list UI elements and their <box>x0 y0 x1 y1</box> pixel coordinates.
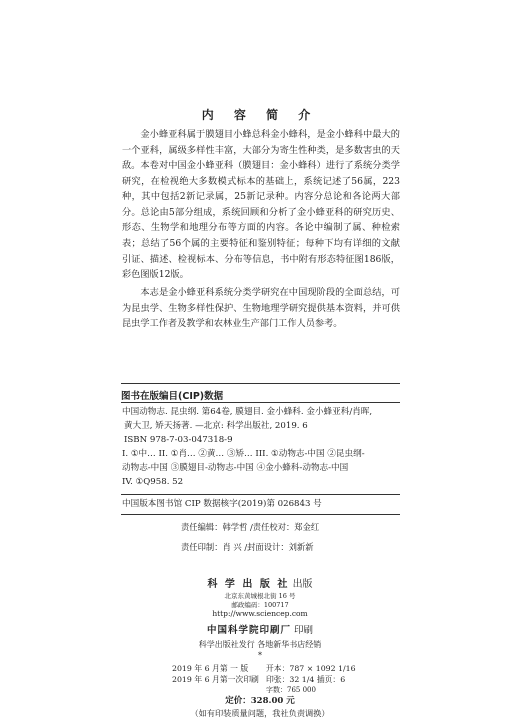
publisher-address: 北京东黄城根北街 16 号 <box>224 592 296 600</box>
publisher-calligraphy: 科 学 出 版 社 <box>207 579 290 590</box>
cip-heading: 图书在版编目(CIP)数据 <box>121 391 224 402</box>
quality-notice: （如有印装质量问题，我社负责调换） <box>190 708 330 718</box>
publisher-suffix: 出版 <box>292 579 313 590</box>
words-spec: 字数：765 000 <box>266 686 316 694</box>
cip-line: 中国动物志. 昆虫纲. 第64卷, 膜翅目. 金小蜂科. 金小蜂亚科/肖晖, <box>122 407 373 417</box>
cip-line: IV. ①Q958. 52 <box>122 477 184 487</box>
print-credits: 责任印制：肖 兴 /封面设计：刘新新 <box>181 542 314 552</box>
cip-bottom-rule <box>121 494 400 495</box>
cip-approval <box>122 497 400 511</box>
printing-spec: 2019 年 6 月第一次印刷 <box>172 675 259 684</box>
summary-title: 内 容 简 介 <box>201 108 319 122</box>
printer-name <box>0 622 520 636</box>
cip-end-rule <box>121 514 400 515</box>
price <box>0 694 520 706</box>
summary-paragraph-3: 本志是金小蜂亚科系统分类学研究在中国现阶段的全面总结，可为昆虫学、生物多样性保护、生物地理学研究提供基本资料，并可供昆虫学工作者及教学和农林业生产部门工作人员参考。 <box>122 287 400 330</box>
cip-record <box>122 405 400 489</box>
distribution-line: 科学出版社发行 各地新华书店经销 <box>198 640 322 649</box>
summary-paragraph-1: 金小蜂亚科属于膜翅目小蜂总科金小蜂科，是金小蜂科中最大的一个亚科，属级多样性丰富，大部分为寄生性种类，是多数害虫的天敌。 <box>122 129 400 172</box>
cip-top-rule <box>121 383 400 384</box>
summary-paragraph-2: 本卷对中国金小蜂亚科（膜翅目：金小蜂科）进行了系统分类学研究，在检视绝大多数模式标本的基础上，系统记述了56属，223种，其中包括2新记录属，25新记录种。内容分总论和各论两大部分。总论由5部分组成，系统回顾和分析了金小蜂亚科的研究历史、形态、生物学和地理分布等方面的内容。各论中编制了属、种检索表；总结了56个属的主要特征和鉴别特征；每种下均有详细的文献引证、描述、检视标本、分布等信息，书中附有形态特征图186版，彩色图版12版。 <box>122 160 400 281</box>
cip-heading-rule <box>121 402 400 403</box>
price-label: 定价： <box>225 696 251 706</box>
edition-spec: 2019 年 6 月第 一 版 <box>172 664 249 673</box>
printer-calligraphy: 中国科学院印刷厂 <box>206 625 291 636</box>
price-value: 328.00 元 <box>250 696 295 706</box>
format-spec: 开本：787 × 1092 1/16 <box>266 664 356 673</box>
printer-suffix: 印刷 <box>294 625 314 636</box>
cip-approval-text: 中国版本图书馆 CIP 数据核字(2019)第 026843 号 <box>122 499 322 509</box>
cip-line: 动物志-中国 ③膜翅目-动物志-中国 ④金小蜂科-动物志-中国 <box>122 463 349 473</box>
publisher-name <box>0 575 520 590</box>
publisher-postcode: 邮政编码：100717 <box>231 601 289 609</box>
cip-line: 黄大卫, 矫天扬著. —北京: 科学出版社, 2019. 6 <box>124 421 308 431</box>
cip-line: I. ①中… II. ①肖… ②黄… ③矫… III. ①动物志-中国 ②昆虫纲- <box>122 449 365 459</box>
cip-line: ISBN 978-7-03-047318-9 <box>124 435 233 445</box>
sheets-spec: 印张：32 1/4 插页：6 <box>266 675 346 684</box>
editor-credits: 责任编辑：韩学哲 /责任校对：郑金红 <box>181 522 320 532</box>
publisher-website: http://www.sciencep.com <box>212 609 308 618</box>
separator-star: * <box>258 651 262 660</box>
